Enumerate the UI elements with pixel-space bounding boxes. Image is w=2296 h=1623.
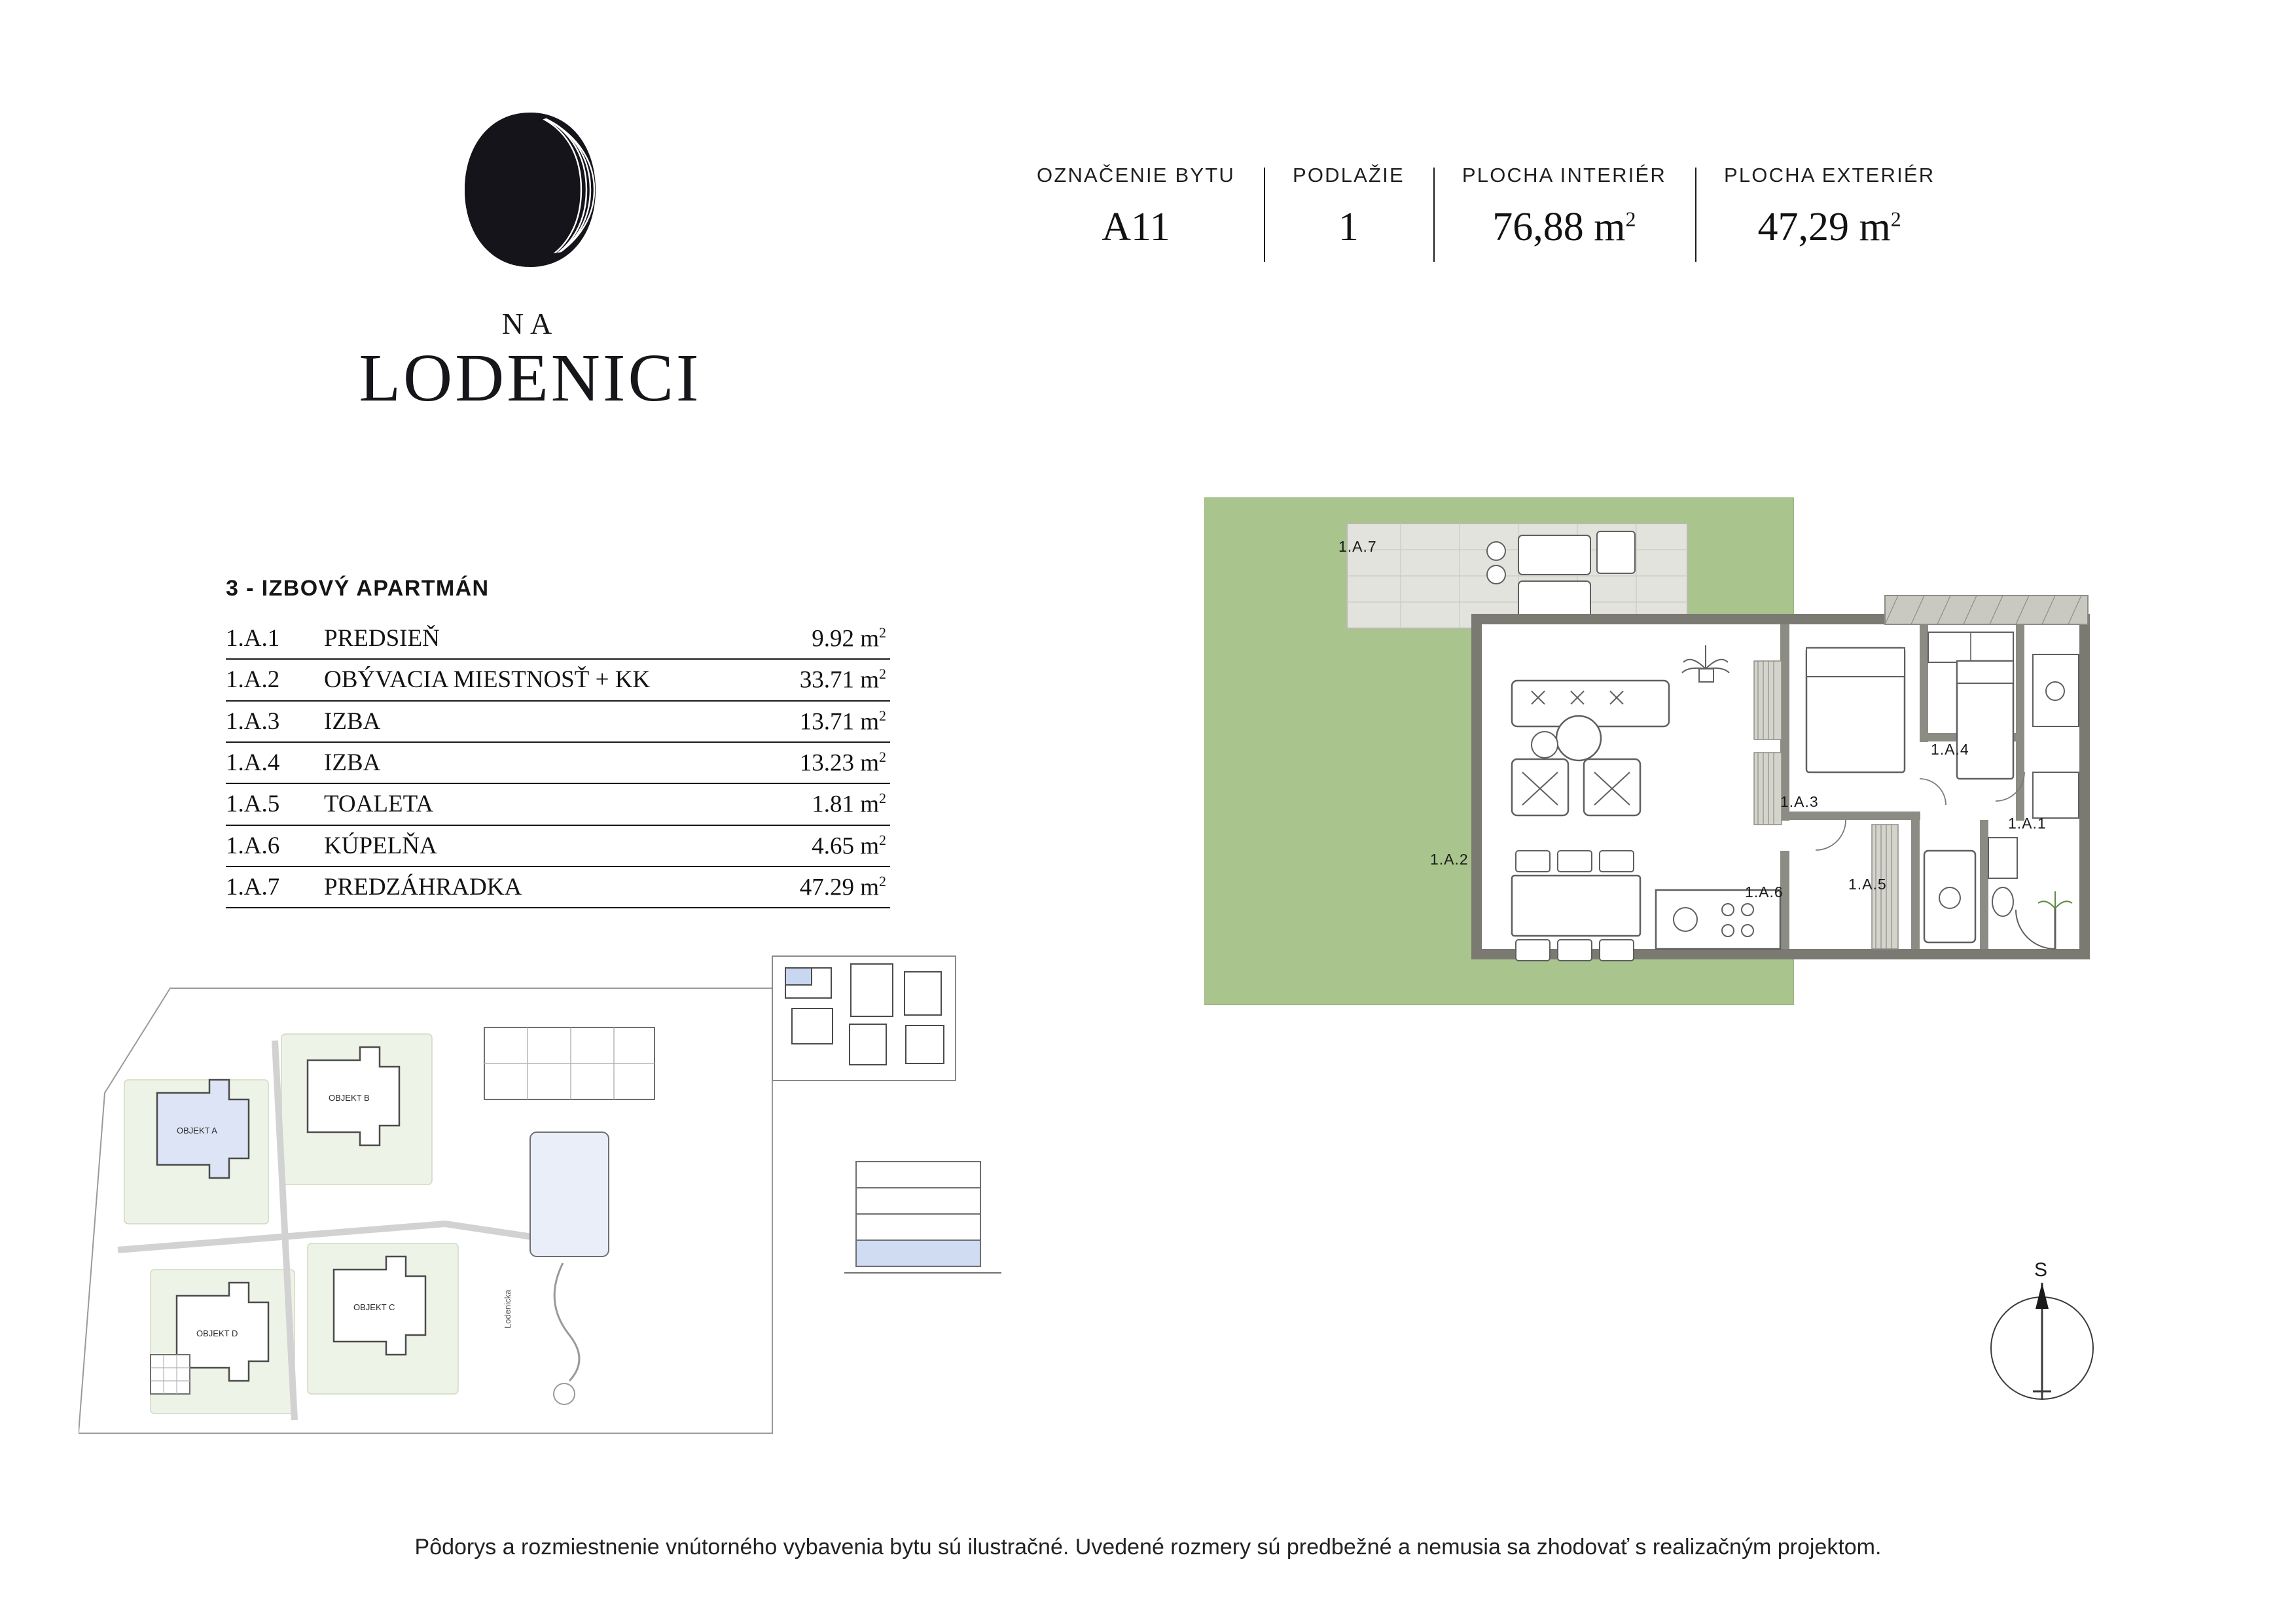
room-name: OBÝVACIA MIESTNOSŤ + KK (324, 659, 767, 700)
meta-value: A11 (1102, 205, 1170, 249)
floorplan-drawing (1204, 497, 2114, 1021)
floorplan-label-1-a-6: 1.A.6 (1745, 883, 1784, 901)
meta-value: 1 (1338, 205, 1359, 249)
siteplan-label-objekt-d: OBJEKT D (196, 1329, 238, 1338)
meta-cell-floor (1264, 164, 1433, 262)
room-name: PREDZÁHRADKA (324, 866, 767, 908)
meta-cell-exterior-area (1695, 164, 1964, 262)
room-area: 13.71 $m^2$ (767, 701, 890, 742)
brand-logo (347, 105, 713, 414)
room-code: 1.A.2 (226, 659, 324, 700)
table-row (226, 701, 890, 742)
meta-cell-unit (1008, 164, 1264, 262)
table-row (226, 783, 890, 825)
room-code: 1.A.4 (226, 742, 324, 783)
room-area: 13.23 $m^2$ (767, 742, 890, 783)
room-area: 1.81 $m^2$ (767, 783, 890, 825)
room-name: TOALETA (324, 783, 767, 825)
meta-label: PLOCHA EXTERIÉR (1723, 164, 1935, 187)
disclaimer-text: Pôdorys a rozmiestnenie vnútorného vybavenia bytu sú ilustračné. Uvedené rozmery sú predbežné a nemusia sa zhodovať s realizačným projektom. (414, 1535, 1882, 1560)
room-area: 9.92 $m^2$ (767, 618, 890, 659)
table-row (226, 742, 890, 783)
room-area: 33.71 $m^2$ (767, 659, 890, 700)
floorplan-svg (1204, 497, 2114, 1021)
siteplan-label-objekt-c: OBJEKT C (353, 1302, 395, 1312)
meta-label: PLOCHA INTERIÉR (1462, 164, 1666, 187)
room-code: 1.A.5 (226, 783, 324, 825)
room-code: 1.A.6 (226, 825, 324, 866)
meta-label: PODLAŽIE (1292, 164, 1405, 187)
site-plan-drawing (79, 962, 798, 1479)
room-area: 47.29 $m^2$ (767, 866, 890, 908)
brand-line-1: NA (501, 307, 559, 340)
floorplan-label-1-a-2: 1.A.2 (1430, 851, 1469, 868)
meta-value: 47,29 $m^2$ (1757, 205, 1901, 249)
circle-monogram-icon (452, 105, 609, 294)
siteplan-street-label: Lodenicka (503, 1289, 512, 1329)
room-name: PREDSIEŇ (324, 618, 767, 659)
floor-indicator-diagram (844, 1155, 1001, 1293)
room-schedule-table (226, 618, 890, 908)
room-name: KÚPELŇA (324, 825, 767, 866)
compass-north-label: S (2034, 1259, 2048, 1281)
table-row (226, 825, 890, 866)
table-row (226, 618, 890, 659)
floorplan-label-1-a-1: 1.A.1 (2008, 815, 2047, 832)
brand-line-2: LODENICI (359, 340, 702, 416)
table-row (226, 659, 890, 700)
apartment-meta-bar (1008, 164, 1964, 262)
meta-cell-interior-area (1433, 164, 1695, 262)
meta-value: 76,88 $m^2$ (1492, 205, 1636, 249)
room-code: 1.A.1 (226, 618, 324, 659)
apartment-type-title: 3 - IZBOVÝ APARTMÁN (226, 576, 490, 601)
room-code: 1.A.3 (226, 701, 324, 742)
room-code: 1.A.7 (226, 866, 324, 908)
floorplan-label-1-a-5: 1.A.5 (1848, 876, 1887, 893)
siteplan-label-objekt-a: OBJEKT A (177, 1126, 217, 1135)
table-row (226, 866, 890, 908)
siteplan-label-objekt-b: OBJEKT B (329, 1093, 370, 1103)
room-name: IZBA (324, 742, 767, 783)
floorplan-label-1-a-3: 1.A.3 (1780, 793, 1819, 810)
room-name: IZBA (324, 701, 767, 742)
compass-rose-icon (1977, 1259, 2108, 1433)
meta-label: OZNAČENIE BYTU (1037, 164, 1235, 187)
room-area: 4.65 $m^2$ (767, 825, 890, 866)
floorplan-label-1-a-4: 1.A.4 (1931, 741, 1969, 758)
key-plan-diagram (766, 952, 962, 1142)
floorplan-label-1-a-7: 1.A.7 (1338, 538, 1377, 555)
